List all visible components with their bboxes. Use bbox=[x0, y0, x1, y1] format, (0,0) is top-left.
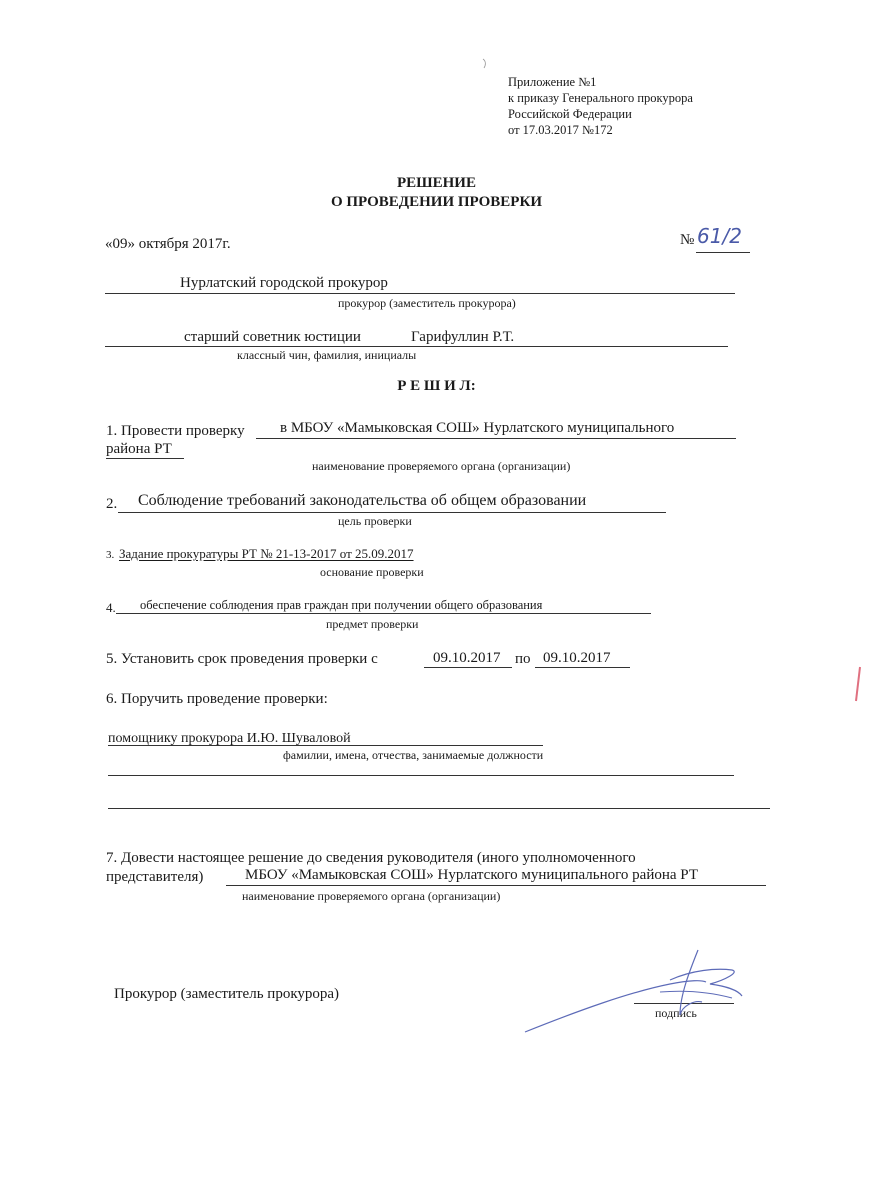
item6-value: помощнику прокурора И.Ю. Шуваловой bbox=[108, 731, 351, 746]
appendix-line-1: Приложение №1 bbox=[508, 75, 597, 89]
inspector-name: Гарифуллин Р.Т. bbox=[411, 329, 515, 345]
item5-middle: по bbox=[515, 651, 531, 667]
item6-underline bbox=[108, 745, 543, 746]
item3-caption: основание проверки bbox=[320, 565, 424, 579]
item4-value: обеспечение соблюдения прав граждан при получении общего образования bbox=[140, 598, 543, 612]
decided-heading: Р Е Ш И Л: bbox=[397, 378, 476, 394]
item7-caption: наименование проверяемого органа (организации) bbox=[242, 889, 501, 903]
prosecutor-caption: прокурор (заместитель прокурора) bbox=[338, 296, 516, 310]
item2-label: 2. bbox=[106, 496, 118, 512]
number-underline bbox=[696, 252, 750, 253]
document-date: «09» октября 2017г. bbox=[105, 236, 231, 252]
item6-label: 6. Поручить проведение проверки: bbox=[106, 691, 328, 707]
document-number-prefix: № bbox=[680, 232, 695, 248]
item4-caption: предмет проверки bbox=[326, 617, 419, 631]
rank-caption: классный чин, фамилия, инициалы bbox=[237, 348, 417, 362]
document-title: РЕШЕНИЕ bbox=[397, 175, 476, 191]
item7-underline bbox=[226, 885, 766, 886]
period-start-underline bbox=[424, 667, 512, 668]
appendix-line-2: к приказу Генерального прокурора bbox=[508, 91, 693, 105]
margin-mark bbox=[480, 56, 492, 72]
document-subtitle: О ПРОВЕДЕНИИ ПРОВЕРКИ bbox=[330, 194, 543, 210]
red-margin-mark bbox=[852, 665, 864, 705]
rank-underline bbox=[105, 346, 728, 347]
signature-caption: подпись bbox=[655, 1006, 697, 1020]
item3-value: Задание прокуратуры РТ № 21-13-2017 от 25.09.2017 bbox=[119, 546, 414, 561]
item1-label: 1. Провести проверку bbox=[106, 423, 245, 439]
document-number-handwritten: 61/2 bbox=[697, 224, 742, 248]
item7-value: МБОУ «Мамыковская СОШ» Нурлатского муниципального района РТ bbox=[245, 867, 698, 883]
appendix-block bbox=[508, 74, 693, 138]
rank-value: старший советник юстиции bbox=[184, 329, 361, 345]
period-end-underline bbox=[535, 667, 630, 668]
item2-value: Соблюдение требований законодательства об общем образовании bbox=[138, 492, 587, 509]
blank-line-2 bbox=[108, 808, 770, 809]
blank-line-1 bbox=[108, 775, 734, 776]
appendix-line-4: от 17.03.2017 №172 bbox=[508, 123, 613, 137]
item1-value-line2: района РТ bbox=[106, 441, 172, 457]
item4-underline bbox=[116, 613, 651, 614]
handwritten-signature bbox=[520, 940, 760, 1040]
item5-label: 5. Установить срок проведения проверки с bbox=[106, 651, 378, 667]
item1-underline-2 bbox=[106, 458, 184, 459]
item2-underline bbox=[118, 512, 666, 513]
prosecutor-value: Нурлатский городской прокурор bbox=[180, 275, 388, 291]
item1-underline-1 bbox=[256, 438, 736, 439]
period-end-date: 09.10.2017 bbox=[543, 650, 611, 666]
period-start-date: 09.10.2017 bbox=[433, 650, 501, 666]
item1-caption: наименование проверяемого органа (организации) bbox=[312, 459, 571, 473]
item6-caption: фамилии, имена, отчества, занимаемые должности bbox=[283, 748, 544, 762]
signature-label: Прокурор (заместитель прокурора) bbox=[114, 986, 340, 1002]
item7-label2: представителя) bbox=[106, 869, 204, 885]
item3-label: 3. bbox=[106, 549, 115, 561]
item7-line1: 7. Довести настоящее решение до сведения руководителя (иного уполномоченного bbox=[106, 850, 636, 866]
appendix-line-3: Российской Федерации bbox=[508, 107, 632, 121]
item2-caption: цель проверки bbox=[338, 514, 412, 528]
item4-label: 4. bbox=[106, 600, 116, 615]
prosecutor-underline bbox=[105, 293, 735, 294]
item1-value-line1: в МБОУ «Мамыковская СОШ» Нурлатского муниципального bbox=[280, 420, 675, 436]
